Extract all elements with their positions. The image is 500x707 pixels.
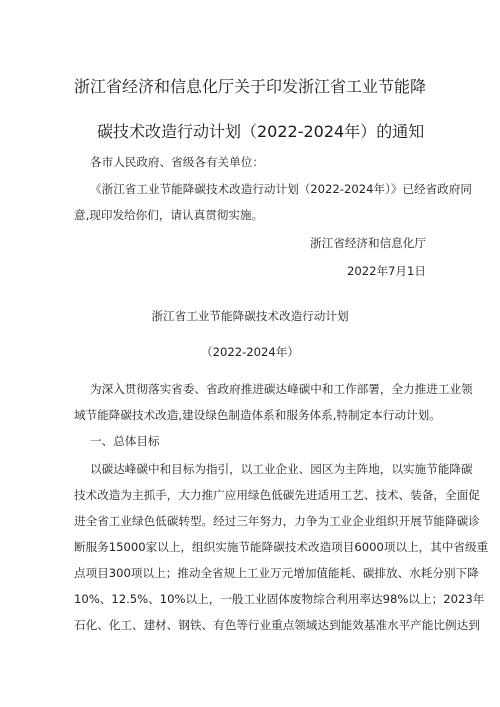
paragraph-line: 技术改造为主抓手，大力推广应用绿色低碳先进适用工艺、技术、装备，全面促: [74, 488, 480, 502]
section-heading: 一、总体目标: [90, 434, 160, 448]
salutation: 各市人民政府、省级各有关单位：: [90, 155, 264, 169]
intro-line-1: 为深入贯彻落实省委、省政府推进碳达峰碳中和工作部署，全力推进工业领: [90, 382, 473, 396]
plan-years: （2022-2024年）: [201, 345, 299, 359]
paragraph-line: 以碳达峰碳中和目标为指引，以工业企业、园区为主阵地，以实施节能降碳: [90, 462, 473, 476]
issuer: 浙江省经济和信息化厅: [310, 236, 426, 250]
intro-line-2: 域节能降碳技术改造,建设绿色制造体系和服务体系,特制定本行动计划。: [74, 408, 441, 422]
document-title-line-1: 浙江省经济和信息化厅关于印发浙江省工业节能降: [74, 77, 427, 96]
paragraph-line: 10%、12.5%、10%以上，一般工业固体废物综合利用率达98%以上；2023年: [74, 592, 485, 606]
date: 2022年7月1日: [346, 264, 426, 278]
document-title-line-2: 碳技术改造行动计划（2022-2024年）的通知: [97, 122, 425, 141]
notice-line-2: 意,现印发给你们，请认真贯彻实施。: [74, 208, 264, 222]
notice-line-1: 《浙江省工业节能降碳技术改造行动计划（2022-2024年）》已经省政府同: [90, 182, 473, 196]
paragraph-line: 断服务15000家以上，组织实施节能降碳技术改造项目6000项以上，其中省级重: [74, 540, 489, 554]
plan-title: 浙江省工业节能降碳技术改造行动计划: [151, 309, 349, 323]
paragraph-line: 石化、化工、建材、钢铁、有色等行业重点领域达到能效基准水平产能比例达到: [74, 618, 480, 632]
paragraph-line: 进全省工业绿色低碳转型。经过三年努力，力争为工业企业组织开展节能降碳诊: [74, 514, 480, 528]
paragraph-line: 点项目300项以上；推动全省规上工业万元增加值能耗、碳排放、水耗分别下降: [74, 566, 479, 580]
